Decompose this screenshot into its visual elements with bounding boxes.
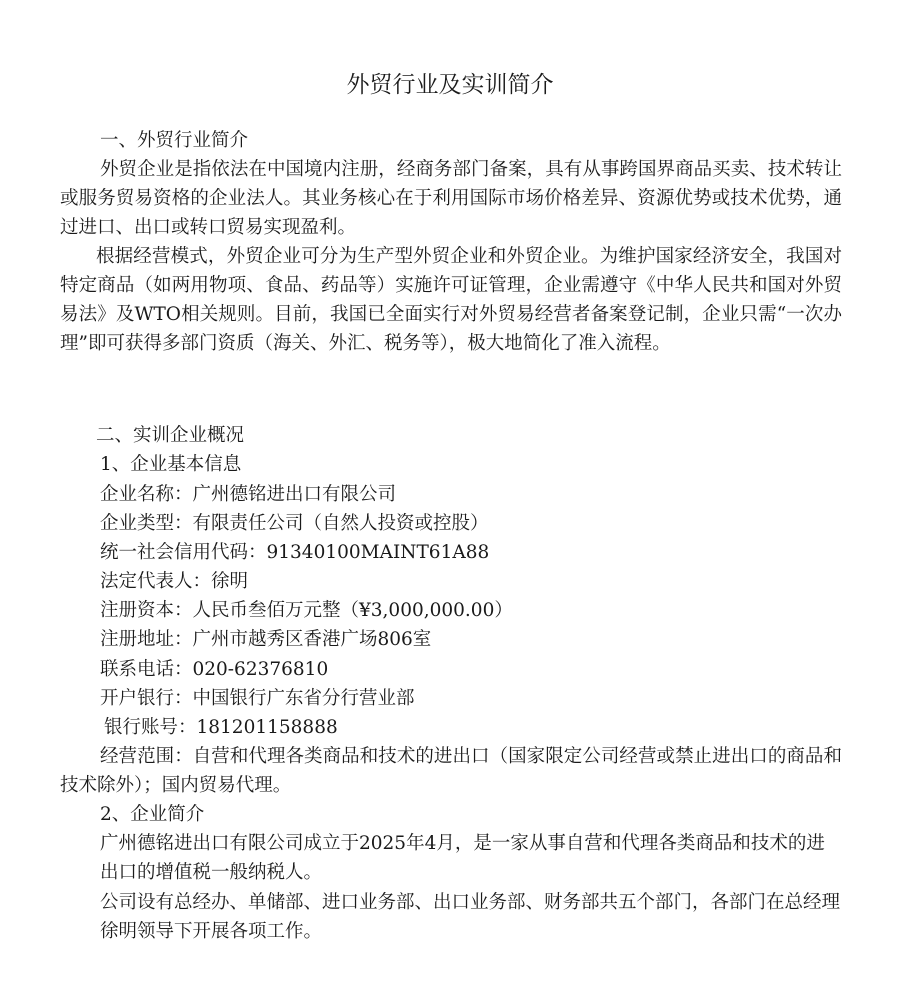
registered-capital-line: 注册资本：人民币叁佰万元整（¥3,000,000.00） [100, 600, 513, 621]
company-name-line: 企业名称：广州德铭进出口有限公司 [100, 484, 397, 505]
bank-line: 开户银行：中国银行广东省分行营业部 [100, 688, 415, 709]
subsection-basic-info-heading: 1、企业基本信息 [100, 454, 242, 475]
company-type-line: 企业类型：有限责任公司（自然人投资或控股） [100, 513, 489, 534]
document-title: 外贸行业及实训简介 [346, 72, 554, 98]
section1-paragraph-1: 外贸企业是指依法在中国境内注册，经商务部门备案，具有从事跨国界商品买卖、技术转让或服务贸易资格的企业法人。其业务核心在于利用国际市场价格差异、资源优势或技术优势，通过进口、出口或转口贸易实现盈利。 [60, 159, 842, 238]
section1-paragraph-2: 根据经营模式，外贸企业可分为生产型外贸企业和外贸企业。为维护国家经济安全，我国对特定商品（如两用物项、食品、药品等）实施许可证管理，企业需遵守《中华人民共和国对外贸易法》及WTO相关规则。目前，我国已全面实行对外贸易经营者备案登记制，企业只需“一次办理”即可获得多部门资质（海关、外汇、税务等），极大地简化了准入流程。 [60, 246, 842, 354]
company-intro-paragraph-1: 广州德铭进出口有限公司成立于2025年4月，是一家从事自营和代理各类商品和技术的进出口的增值税一般纳税人。 [100, 833, 825, 883]
bank-account-line: 银行账号：181201158888 [104, 717, 338, 738]
credit-code-line: 统一社会信用代码：91340100MAINT61A88 [100, 542, 490, 563]
legal-representative-line: 法定代表人：徐明 [100, 571, 249, 592]
registered-address-line: 注册地址：广州市越秀区香港广场806室 [100, 629, 432, 650]
company-intro-paragraph-2: 公司设有总经办、单储部、进口业务部、出口业务部、财务部共五个部门，各部门在总经理徐明领导下开展各项工作。 [100, 892, 841, 942]
section2-heading: 二、实训企业概况 [96, 425, 245, 446]
business-scope-paragraph: 经营范围：自营和代理各类商品和技术的进出口（国家限定公司经营或禁止进出口的商品和技术除外）；国内贸易代理。 [60, 746, 842, 796]
section1-heading: 一、外贸行业简介 [100, 130, 249, 151]
phone-line: 联系电话：020-62376810 [100, 659, 329, 680]
subsection-intro-heading: 2、企业简介 [100, 804, 205, 825]
